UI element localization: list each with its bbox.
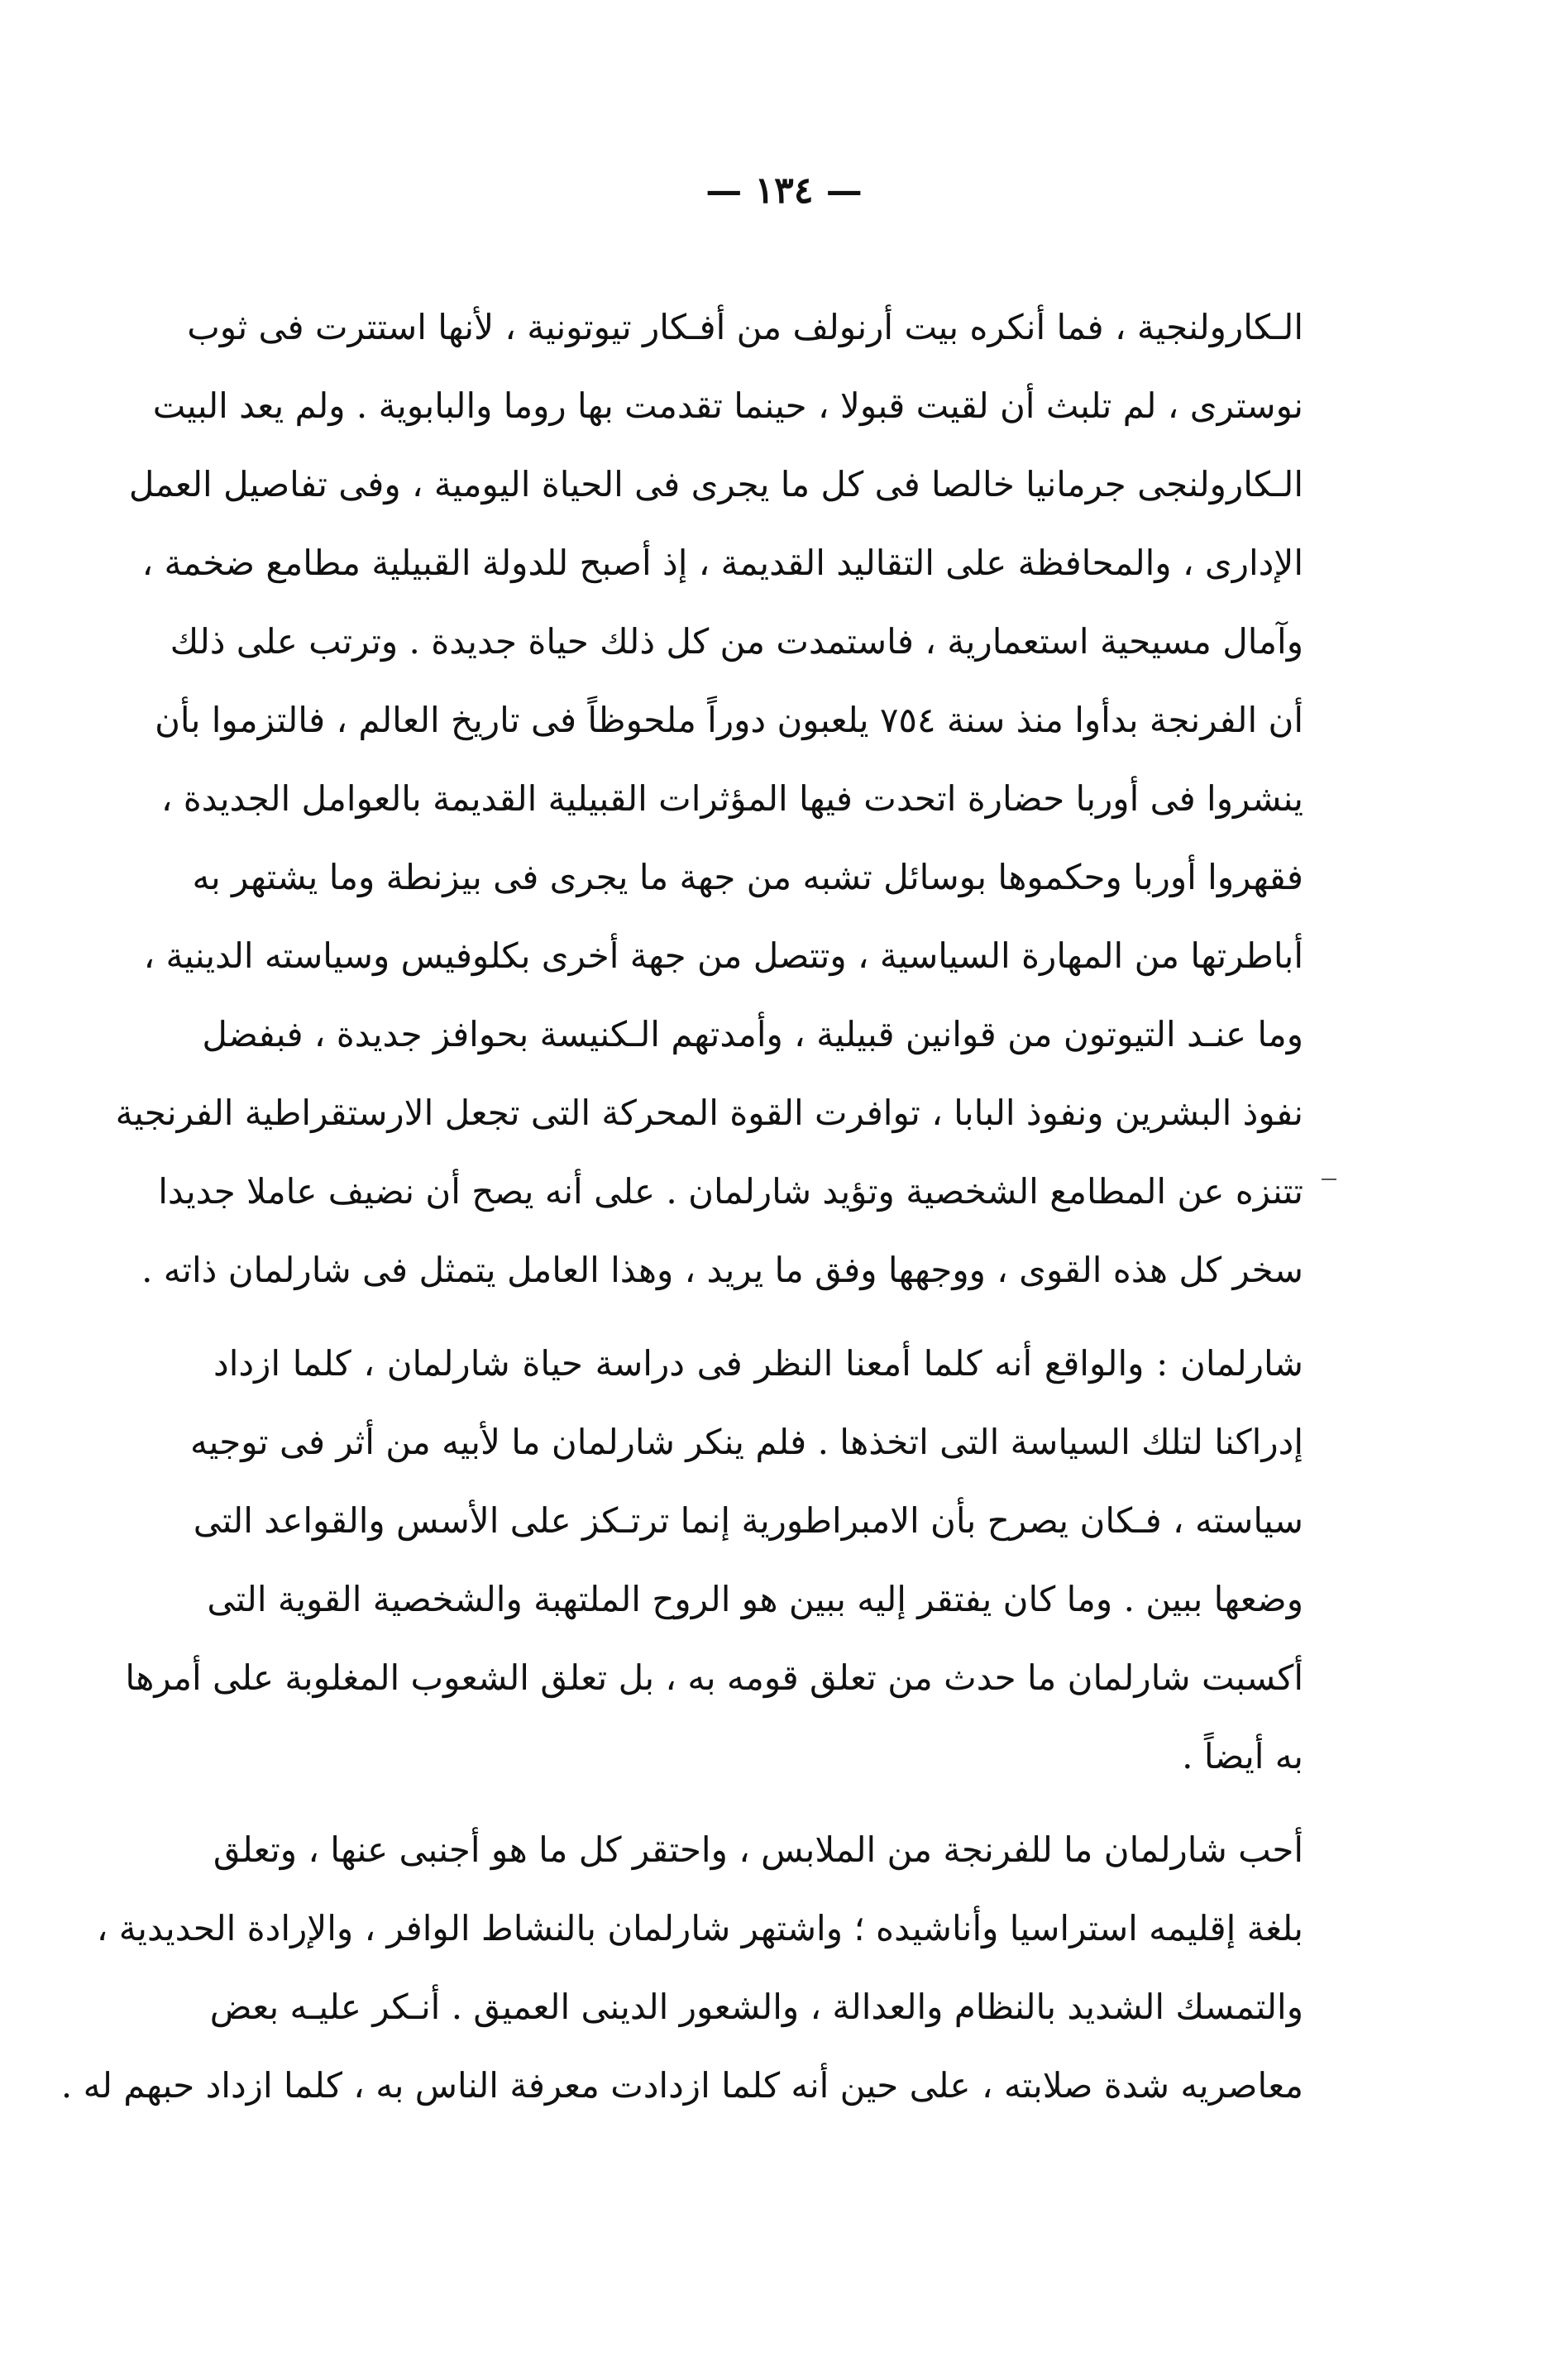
text-line: فقهروا أوربا وحكموها بوسائل تشبه من جهة ما يجرى فى بيزنطة وما يشتهر به [192,857,1303,897]
text-line: أحب شارلمان ما للفرنجة من الملابس ، واحتقر كل ما هو أجنبى عنها ، وتعلق [213,1829,1303,1870]
body-text [60,288,1303,2125]
text-line: سياسته ، فـكان يصرح بأن الامبراطورية إنما ترتـكز على الأسس والقواعد التى [193,1500,1303,1541]
paragraph-gap [213,1309,1303,1324]
text-line: الـكارولنجية ، فما أنكره بيت أرنولف من أفـكار تيوتونية ، لأنها استترت فى ثوب [187,307,1303,347]
text-line: والتمسك الشديد بالنظام والعدالة ، والشعور الدينى العميق . أنـكر عليـه بعض [209,1987,1303,2027]
text-line: تتنزه عن المطامع الشخصية وتؤيد شارلمان . على أنه يصح أن نضيف عاملا جديدا [158,1171,1303,1212]
text-line: وما عنـد التيوتون من قوانين قبيلية ، وأمدتهم الـكنيسة بحوافز جديدة ، فبفضل [202,1014,1303,1054]
text-line: وضعها ببين . وما كان يفتقر إليه ببين هو الروح الملتهبة والشخصية القوية التى [207,1579,1303,1619]
text-line: أباطرتها من المهارة السياسية ، وتتصل من جهة أخرى بكلوفيس وسياسته الدينية ، [143,935,1303,976]
text-line: الإدارى ، والمحافظة على التقاليد القديمة ، إذ أصبح للدولة القبيلية مطامع ضخمة ، [141,543,1303,583]
paragraph-character [60,1810,1303,2125]
text-line: أكسبت شارلمان ما حدث من تعلق قومه به ، بل تعلق الشعوب المغلوبة على أمرها [125,1657,1303,1698]
text-line: الـكارولنجى جرمانيا خالصا فى كل ما يجرى فى الحياة اليومية ، وفى تفاصيل العمل [128,464,1303,504]
paragraph-charlemagne [125,1324,1303,1795]
paragraph-carolingian [115,288,1303,1309]
paragraph-gap [213,1795,1303,1810]
text-line: سخر كل هذه القوى ، ووجهها وفق ما يريد ، وهذا العامل يتمثل فى شارلمان ذاته . [141,1250,1303,1290]
text-line: أن الفرنجة بدأوا منذ سنة ٧٥٤ يلعبون دوراً ملحوظاً فى تاريخ العالم ، فالتزموا بأن [155,700,1303,740]
text-line: ينشروا فى أوربا حضارة اتحدت فيها المؤثرات القبيلية القديمة بالعوامل الجديدة ، [160,778,1303,819]
text-line: إدراكنا لتلك السياسة التى اتخذها . فلم ينكر شارلمان ما لأبيه من أثر فى توجيه [190,1422,1303,1462]
text-line: نفوذ البشرين ونفوذ البابا ، توافرت القوة المحركة التى تجعل الارستقراطية الفرنجية [115,1093,1303,1133]
page-number: — ١٣٤ — [705,170,863,212]
text-line: وآمال مسيحية استعمارية ، فاستمدت من كل ذلك حياة جديدة . وترتب على ذلك [170,621,1303,662]
text-line: معاصريه شدة صلابته ، على حين أنه كلما ازدادت معرفة الناس به ، كلما ازداد حبهم له . [60,2065,1303,2106]
text-line: شارلمان : والواقع أنه كلما أمعنا النظر فى دراسة حياة شارلمان ، كلما ازداد [213,1343,1303,1384]
text-line: به أيضاً . [1182,1736,1303,1776]
text-line: بلغة إقليمه استراسيا وأناشيده ؛ واشتهر شارلمان بالنشاط الوافر ، والإرادة الحديدية ، [96,1908,1303,1948]
text-line: نوسترى ، لم تلبث أن لقيت قبولا ، حينما تقدمت بها روما والبابوية . ولم يعد البيت [152,385,1303,426]
margin-mark [1322,1179,1336,1180]
